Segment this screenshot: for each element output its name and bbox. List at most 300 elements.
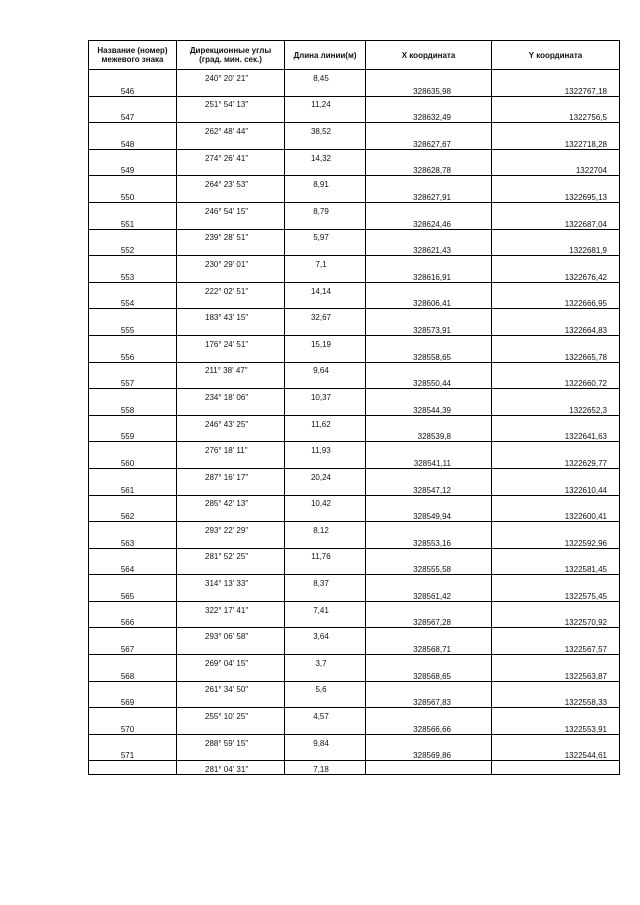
cell-y-coordinate: 1322544,61 — [492, 748, 620, 761]
cell-x-coordinate: 328561,42 — [366, 588, 492, 601]
cell-direction-angle: 211° 38' 47" — [177, 362, 285, 375]
cell-line-length: 9,84 — [285, 734, 366, 747]
cell-y-coordinate: 1322629,77 — [492, 455, 620, 468]
cell-line-length: 15,19 — [285, 335, 366, 348]
cell-line-length — [285, 163, 366, 176]
table-row-segment — [89, 282, 620, 295]
cell-x-coordinate — [366, 256, 492, 269]
cell-y-coordinate — [492, 282, 620, 295]
cell-line-length — [285, 748, 366, 761]
cell-y-coordinate — [492, 681, 620, 694]
table-row-point — [89, 322, 620, 335]
cell-y-coordinate: 1322665,78 — [492, 349, 620, 362]
cell-x-coordinate — [366, 681, 492, 694]
cell-x-coordinate — [366, 389, 492, 402]
cell-direction-angle — [177, 83, 285, 96]
cell-line-length — [285, 296, 366, 309]
cell-x-coordinate: 328616,91 — [366, 269, 492, 282]
table-row-segment — [89, 335, 620, 348]
cell-x-coordinate — [366, 601, 492, 614]
cell-y-coordinate: 1322563,87 — [492, 668, 620, 681]
cell-marker-name — [89, 96, 177, 109]
cell-direction-angle — [177, 694, 285, 707]
table-row-point — [89, 535, 620, 548]
cell-y-coordinate: 1322704 — [492, 163, 620, 176]
cell-y-coordinate: 1322664,83 — [492, 322, 620, 335]
cell-marker-name: 567 — [89, 641, 177, 654]
cell-x-coordinate — [366, 522, 492, 535]
cell-marker-name: 557 — [89, 375, 177, 388]
cell-line-length — [285, 668, 366, 681]
cell-y-coordinate — [492, 655, 620, 668]
table-row-segment — [89, 176, 620, 189]
cell-line-length — [285, 242, 366, 255]
cell-line-length — [285, 402, 366, 415]
cell-line-length: 5,97 — [285, 229, 366, 242]
cell-marker-name: 569 — [89, 694, 177, 707]
table-row-point — [89, 429, 620, 442]
cell-x-coordinate — [366, 123, 492, 136]
cell-marker-name — [89, 575, 177, 588]
cell-line-length: 8,37 — [285, 575, 366, 588]
cell-x-coordinate — [366, 202, 492, 215]
cell-y-coordinate — [492, 70, 620, 83]
cell-direction-angle: 281° 04' 31" — [177, 761, 285, 775]
cell-line-length — [285, 508, 366, 521]
cell-marker-name — [89, 468, 177, 481]
cell-direction-angle: 293° 22' 29" — [177, 522, 285, 535]
cell-marker-name: 546 — [89, 83, 177, 96]
cell-marker-name: 554 — [89, 296, 177, 309]
cell-marker-name — [89, 362, 177, 375]
cell-direction-angle — [177, 721, 285, 734]
cell-line-length: 3,7 — [285, 655, 366, 668]
cell-y-coordinate — [492, 415, 620, 428]
cell-direction-angle — [177, 561, 285, 574]
cell-direction-angle: 274° 26' 41" — [177, 149, 285, 162]
cell-marker-name: 548 — [89, 136, 177, 149]
cell-line-length — [285, 588, 366, 601]
cell-x-coordinate: 328635,98 — [366, 83, 492, 96]
cell-direction-angle: 264° 23' 53" — [177, 176, 285, 189]
cell-x-coordinate — [366, 309, 492, 322]
cell-line-length: 11,62 — [285, 415, 366, 428]
cell-line-length — [285, 694, 366, 707]
table-row-point — [89, 216, 620, 229]
cell-direction-angle: 288° 59' 15" — [177, 734, 285, 747]
cell-line-length: 14,14 — [285, 282, 366, 295]
cell-line-length: 7,18 — [285, 761, 366, 775]
table-row-point — [89, 269, 620, 282]
table-row-point — [89, 721, 620, 734]
cell-direction-angle — [177, 748, 285, 761]
cell-marker-name — [89, 335, 177, 348]
table-row-segment — [89, 761, 620, 775]
cell-x-coordinate: 328573,91 — [366, 322, 492, 335]
table-body — [89, 70, 620, 775]
table-row-segment — [89, 601, 620, 614]
table-row-point — [89, 694, 620, 707]
table-row-point — [89, 83, 620, 96]
cell-y-coordinate — [492, 468, 620, 481]
table-row-point — [89, 375, 620, 388]
cell-direction-angle: 281° 52' 25" — [177, 548, 285, 561]
cell-y-coordinate — [492, 229, 620, 242]
cell-direction-angle — [177, 296, 285, 309]
cell-line-length: 11,93 — [285, 442, 366, 455]
cell-y-coordinate — [492, 149, 620, 162]
cell-y-coordinate: 1322575,45 — [492, 588, 620, 601]
cell-direction-angle — [177, 189, 285, 202]
cell-direction-angle — [177, 136, 285, 149]
cell-y-coordinate — [492, 734, 620, 747]
cell-marker-name: 556 — [89, 349, 177, 362]
cell-marker-name — [89, 495, 177, 508]
cell-line-length — [285, 721, 366, 734]
cell-marker-name — [89, 708, 177, 721]
cell-x-coordinate — [366, 655, 492, 668]
cell-y-coordinate: 1322681,9 — [492, 242, 620, 255]
cell-line-length: 11,24 — [285, 96, 366, 109]
table-row-segment — [89, 309, 620, 322]
table-row-segment — [89, 389, 620, 402]
cell-x-coordinate: 328632,49 — [366, 109, 492, 122]
cell-line-length — [285, 83, 366, 96]
table-row-point — [89, 349, 620, 362]
cell-marker-name: 562 — [89, 508, 177, 521]
cell-line-length: 11,76 — [285, 548, 366, 561]
header-length: Длина линии(м) — [285, 41, 366, 70]
table-row-segment — [89, 229, 620, 242]
cell-y-coordinate — [492, 522, 620, 535]
table-row-segment — [89, 681, 620, 694]
cell-direction-angle — [177, 349, 285, 362]
cell-x-coordinate: 328567,83 — [366, 694, 492, 707]
table-row-point — [89, 482, 620, 495]
cell-direction-angle: 269° 04' 15" — [177, 655, 285, 668]
cell-line-length: 10,42 — [285, 495, 366, 508]
cell-direction-angle — [177, 641, 285, 654]
cell-x-coordinate — [366, 708, 492, 721]
cell-marker-name: 551 — [89, 216, 177, 229]
cell-line-length: 10,37 — [285, 389, 366, 402]
cell-direction-angle: 255° 10' 25" — [177, 708, 285, 721]
cell-direction-angle: 287° 16' 17" — [177, 468, 285, 481]
table-row-segment — [89, 708, 620, 721]
header-x: X координата — [366, 41, 492, 70]
cell-direction-angle — [177, 615, 285, 628]
cell-x-coordinate — [366, 628, 492, 641]
cell-direction-angle: 176° 24' 51" — [177, 335, 285, 348]
boundary-coordinates-table — [88, 40, 620, 775]
table-row-segment — [89, 522, 620, 535]
cell-marker-name — [89, 176, 177, 189]
cell-x-coordinate — [366, 761, 492, 775]
cell-direction-angle — [177, 216, 285, 229]
cell-marker-name: 570 — [89, 721, 177, 734]
cell-marker-name — [89, 601, 177, 614]
cell-x-coordinate — [366, 96, 492, 109]
table-row-segment — [89, 415, 620, 428]
table-row-segment — [89, 149, 620, 162]
cell-line-length — [285, 482, 366, 495]
cell-line-length — [285, 429, 366, 442]
cell-line-length: 14,32 — [285, 149, 366, 162]
cell-x-coordinate: 328567,28 — [366, 615, 492, 628]
cell-y-coordinate — [492, 495, 620, 508]
cell-x-coordinate: 328539,8 — [366, 429, 492, 442]
cell-direction-angle: 262° 48' 44" — [177, 123, 285, 136]
cell-y-coordinate: 1322610,44 — [492, 482, 620, 495]
cell-marker-name — [89, 70, 177, 83]
cell-line-length — [285, 322, 366, 335]
table-row-point — [89, 615, 620, 628]
table-row-point — [89, 163, 620, 176]
table-row-point — [89, 296, 620, 309]
cell-y-coordinate — [492, 548, 620, 561]
cell-y-coordinate: 1322718,28 — [492, 136, 620, 149]
cell-direction-angle — [177, 535, 285, 548]
cell-y-coordinate — [492, 256, 620, 269]
table-row-point — [89, 508, 620, 521]
cell-line-length — [285, 455, 366, 468]
table-row-point — [89, 748, 620, 761]
cell-x-coordinate — [366, 149, 492, 162]
cell-x-coordinate: 328549,94 — [366, 508, 492, 521]
cell-x-coordinate — [366, 70, 492, 83]
cell-x-coordinate: 328628,78 — [366, 163, 492, 176]
cell-line-length: 8,79 — [285, 202, 366, 215]
cell-marker-name: 561 — [89, 482, 177, 495]
cell-direction-angle — [177, 375, 285, 388]
cell-x-coordinate — [366, 495, 492, 508]
table-row-point — [89, 561, 620, 574]
cell-y-coordinate: 1322641,63 — [492, 429, 620, 442]
cell-y-coordinate — [492, 362, 620, 375]
cell-y-coordinate: 1322570,92 — [492, 615, 620, 628]
cell-y-coordinate: 1322553,91 — [492, 721, 620, 734]
cell-x-coordinate: 328568,65 — [366, 668, 492, 681]
cell-x-coordinate — [366, 362, 492, 375]
cell-direction-angle: 183° 43' 15" — [177, 309, 285, 322]
cell-y-coordinate — [492, 442, 620, 455]
table-header-row — [89, 41, 620, 70]
cell-y-coordinate — [492, 628, 620, 641]
cell-marker-name — [89, 389, 177, 402]
cell-marker-name — [89, 442, 177, 455]
table-row-segment — [89, 495, 620, 508]
table-row-segment — [89, 628, 620, 641]
cell-marker-name: 547 — [89, 109, 177, 122]
cell-y-coordinate: 1322756,5 — [492, 109, 620, 122]
cell-marker-name: 560 — [89, 455, 177, 468]
cell-y-coordinate: 1322767,18 — [492, 83, 620, 96]
cell-y-coordinate: 1322558,33 — [492, 694, 620, 707]
cell-y-coordinate: 1322581,45 — [492, 561, 620, 574]
cell-marker-name: 555 — [89, 322, 177, 335]
cell-direction-angle — [177, 482, 285, 495]
table-row-point — [89, 136, 620, 149]
cell-x-coordinate: 328621,43 — [366, 242, 492, 255]
cell-x-coordinate — [366, 548, 492, 561]
cell-y-coordinate — [492, 96, 620, 109]
cell-marker-name — [89, 548, 177, 561]
cell-marker-name: 565 — [89, 588, 177, 601]
cell-line-length: 8,12 — [285, 522, 366, 535]
cell-marker-name: 566 — [89, 615, 177, 628]
cell-x-coordinate: 328547,12 — [366, 482, 492, 495]
cell-y-coordinate — [492, 708, 620, 721]
header-angle: Дирекционные углы (град. мин. сек.) — [177, 41, 285, 70]
cell-line-length: 5,6 — [285, 681, 366, 694]
cell-x-coordinate: 328544,39 — [366, 402, 492, 415]
cell-marker-name: 553 — [89, 269, 177, 282]
table-row-point — [89, 402, 620, 415]
cell-y-coordinate — [492, 123, 620, 136]
cell-marker-name: 558 — [89, 402, 177, 415]
cell-direction-angle — [177, 242, 285, 255]
header-y: Y координата — [492, 41, 620, 70]
table-row-segment — [89, 655, 620, 668]
table-row-segment — [89, 442, 620, 455]
cell-x-coordinate: 328550,44 — [366, 375, 492, 388]
cell-x-coordinate: 328627,67 — [366, 136, 492, 149]
cell-y-coordinate: 1322687,04 — [492, 216, 620, 229]
table-row-segment — [89, 123, 620, 136]
cell-y-coordinate — [492, 389, 620, 402]
cell-x-coordinate: 328568,71 — [366, 641, 492, 654]
cell-x-coordinate: 328541,11 — [366, 455, 492, 468]
cell-y-coordinate — [492, 761, 620, 775]
coordinate-sheet — [88, 40, 619, 775]
cell-direction-angle — [177, 508, 285, 521]
cell-direction-angle: 276° 18' 11" — [177, 442, 285, 455]
cell-marker-name — [89, 628, 177, 641]
cell-x-coordinate: 328606,41 — [366, 296, 492, 309]
cell-line-length: 32,67 — [285, 309, 366, 322]
cell-x-coordinate: 328569,86 — [366, 748, 492, 761]
cell-line-length — [285, 615, 366, 628]
cell-line-length — [285, 375, 366, 388]
cell-direction-angle — [177, 455, 285, 468]
cell-x-coordinate — [366, 282, 492, 295]
cell-direction-angle: 251° 54' 13" — [177, 96, 285, 109]
cell-line-length — [285, 136, 366, 149]
cell-y-coordinate: 1322666,95 — [492, 296, 620, 309]
cell-marker-name — [89, 309, 177, 322]
cell-y-coordinate — [492, 335, 620, 348]
cell-marker-name — [89, 761, 177, 775]
cell-direction-angle: 293° 06' 58" — [177, 628, 285, 641]
cell-y-coordinate: 1322695,13 — [492, 189, 620, 202]
cell-direction-angle: 285° 42' 13" — [177, 495, 285, 508]
cell-line-length: 8,45 — [285, 70, 366, 83]
cell-x-coordinate: 328558,65 — [366, 349, 492, 362]
cell-marker-name — [89, 229, 177, 242]
table-row-point — [89, 109, 620, 122]
cell-direction-angle — [177, 429, 285, 442]
cell-direction-angle — [177, 269, 285, 282]
cell-y-coordinate: 1322567,57 — [492, 641, 620, 654]
cell-marker-name: 549 — [89, 163, 177, 176]
table-row-point — [89, 588, 620, 601]
cell-direction-angle: 246° 43' 25" — [177, 415, 285, 428]
cell-line-length — [285, 269, 366, 282]
cell-marker-name — [89, 282, 177, 295]
table-row-segment — [89, 202, 620, 215]
cell-y-coordinate — [492, 176, 620, 189]
cell-line-length — [285, 561, 366, 574]
cell-x-coordinate — [366, 335, 492, 348]
cell-x-coordinate — [366, 229, 492, 242]
cell-direction-angle: 246° 54' 15" — [177, 202, 285, 215]
table-row-point — [89, 242, 620, 255]
cell-direction-angle: 261° 34' 50" — [177, 681, 285, 694]
cell-marker-name: 568 — [89, 668, 177, 681]
cell-direction-angle: 314° 13' 33" — [177, 575, 285, 588]
cell-marker-name — [89, 415, 177, 428]
cell-direction-angle: 234° 18' 06" — [177, 389, 285, 402]
header-name: Название (номер) межевого знака — [89, 41, 177, 70]
cell-direction-angle — [177, 402, 285, 415]
cell-marker-name — [89, 149, 177, 162]
cell-marker-name: 552 — [89, 242, 177, 255]
cell-line-length — [285, 109, 366, 122]
cell-marker-name — [89, 522, 177, 535]
cell-line-length — [285, 216, 366, 229]
cell-line-length: 4,57 — [285, 708, 366, 721]
cell-x-coordinate: 328624,46 — [366, 216, 492, 229]
cell-direction-angle: 322° 17' 41" — [177, 601, 285, 614]
table-row-segment — [89, 96, 620, 109]
cell-x-coordinate — [366, 176, 492, 189]
table-row-point — [89, 455, 620, 468]
cell-x-coordinate — [366, 415, 492, 428]
cell-y-coordinate — [492, 309, 620, 322]
cell-y-coordinate — [492, 202, 620, 215]
cell-line-length: 20,24 — [285, 468, 366, 481]
cell-x-coordinate — [366, 468, 492, 481]
cell-line-length: 3,64 — [285, 628, 366, 641]
cell-x-coordinate — [366, 442, 492, 455]
cell-marker-name: 564 — [89, 561, 177, 574]
cell-marker-name — [89, 123, 177, 136]
cell-direction-angle: 222° 02' 51" — [177, 282, 285, 295]
cell-x-coordinate: 328555,58 — [366, 561, 492, 574]
cell-direction-angle — [177, 668, 285, 681]
cell-direction-angle: 240° 20' 21" — [177, 70, 285, 83]
table-row-point — [89, 641, 620, 654]
cell-y-coordinate: 1322676,42 — [492, 269, 620, 282]
cell-y-coordinate: 1322652,3 — [492, 402, 620, 415]
cell-x-coordinate: 328566,66 — [366, 721, 492, 734]
cell-line-length — [285, 189, 366, 202]
cell-y-coordinate: 1322600,41 — [492, 508, 620, 521]
cell-y-coordinate — [492, 601, 620, 614]
cell-marker-name — [89, 202, 177, 215]
table-row-segment — [89, 575, 620, 588]
cell-marker-name — [89, 681, 177, 694]
cell-marker-name: 550 — [89, 189, 177, 202]
table-row-segment — [89, 256, 620, 269]
cell-line-length: 7,41 — [285, 601, 366, 614]
table-row-segment — [89, 548, 620, 561]
cell-line-length — [285, 535, 366, 548]
cell-marker-name: 563 — [89, 535, 177, 548]
cell-direction-angle — [177, 588, 285, 601]
cell-marker-name — [89, 734, 177, 747]
cell-direction-angle — [177, 109, 285, 122]
